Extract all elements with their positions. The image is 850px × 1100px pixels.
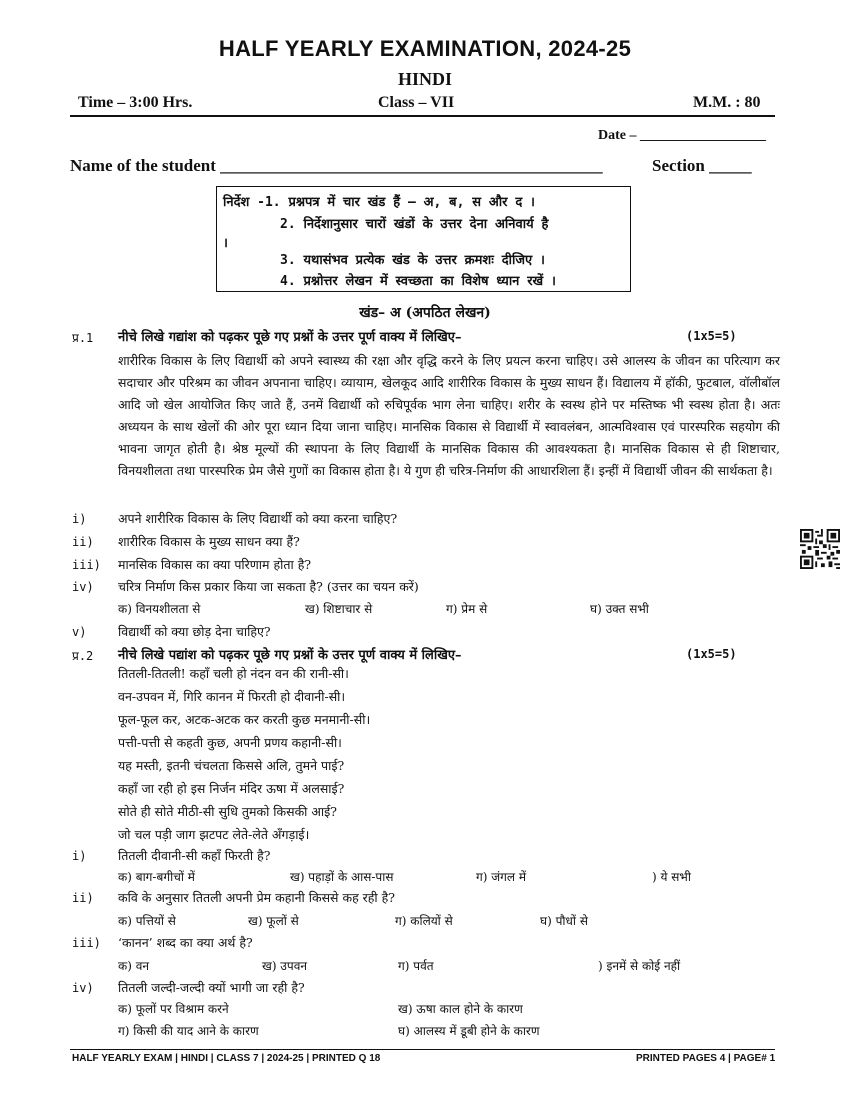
- footer-right: PRINTED PAGES 4 | PAGE# 1: [636, 1053, 776, 1064]
- q1-iv-text: चरित्र निर्माण किस प्रकार किया जा सकता है? (उत्तर का चयन करें): [118, 579, 419, 594]
- q2-iii-number: iii): [72, 936, 101, 950]
- section-field: Section _____: [652, 156, 752, 175]
- q2-i-text: तितली दीवानी-सी कहाँ फिरती है?: [118, 848, 271, 863]
- q1-iv-option-b: ख) शिष्टाचार से: [305, 602, 373, 616]
- q1-i-text: अपने शारीरिक विकास के लिए विद्यार्थी को क्या करना चाहिए?: [118, 511, 398, 526]
- q1-iii-text: मानसिक विकास का क्या परिणाम होता है?: [118, 557, 312, 572]
- class-label: Class – VII: [378, 94, 455, 111]
- q2-iii-option-d: ) इनमें से कोई नहीं: [598, 959, 681, 973]
- footer-divider: [70, 1049, 775, 1050]
- q1-i-number: i): [72, 512, 87, 526]
- instruction-1: निर्देश -1. प्रश्नपत्र में चार खंड हैं – अ, ब, स और द ।: [223, 195, 535, 210]
- q1-v-number: v): [72, 625, 87, 639]
- q1-iv-option-d: घ) उक्त सभी: [590, 602, 649, 616]
- poem-line-2: वन-उपवन में, गिरि कानन में फिरती हो दीवानी-सी।: [118, 689, 346, 704]
- q2-title: नीचे लिखे पद्यांश को पढ़कर पूछे गए प्रश्नों के उत्तर पूर्ण वाक्य में लिखिए–: [118, 648, 462, 663]
- q1-title: नीचे लिखे गद्यांश को पढ़कर पूछे गए प्रश्नों के उत्तर पूर्ण वाक्य में लिखिए–: [118, 330, 462, 345]
- q2-iv-text: तितली जल्दी-जल्दी क्यों भागी जा रही है?: [118, 980, 305, 995]
- poem-line-4: पत्ती-पत्ती से कहती कुछ, अपनी प्रणय कहानी-सी।: [118, 735, 342, 750]
- q2-iv-option-d: घ) आलस्य में डूबी होने के कारण: [398, 1024, 540, 1038]
- q1-iv-option-c: ग) प्रेम से: [446, 602, 488, 616]
- qr-code: [800, 529, 840, 569]
- instruction-2-end: ।: [223, 236, 228, 251]
- instruction-3: 3. यथासंभव प्रत्येक खंड के उत्तर क्रमशः दीजिए ।: [280, 253, 545, 268]
- instruction-2: 2. निर्देशानुसार चारों खंडों के उत्तर देना अनिवार्य है: [280, 217, 549, 232]
- q2-iv-option-a: क) फूलों पर विश्राम करने: [118, 1002, 229, 1016]
- instructions-box: [216, 186, 631, 292]
- q2-iii-option-c: ग) पर्वत: [398, 959, 434, 973]
- q2-iii-option-a: क) वन: [118, 959, 150, 973]
- poem-line-8: जो चल पड़ी जाग झटपट लेते-लेते अँगड़ाई।: [118, 827, 310, 842]
- header-divider: [70, 115, 775, 117]
- max-marks-label: M.M. : 80: [693, 94, 761, 111]
- poem-line-7: सोते ही सोते मीठी-सी सुधि तुमको किसकी आई?: [118, 804, 337, 819]
- q2-i-option-a: क) बाग-बगीचों में: [118, 870, 195, 884]
- subject-title: HINDI: [397, 69, 452, 89]
- q1-iv-option-a: क) विनयशीलता से: [118, 602, 201, 616]
- q2-ii-option-c: ग) कलियों से: [395, 914, 453, 928]
- student-name-field: Name of the student _____________________________________________: [70, 156, 603, 175]
- q1-ii-text: शारीरिक विकास के मुख्य साधन क्या हैं?: [118, 534, 300, 549]
- poem-line-5: यह मस्ती, इतनी चंचलता किससे अलि, तुमने पाई?: [118, 758, 345, 773]
- q2-marks: (1x5=5): [686, 647, 737, 661]
- q2-iii-text: ‘कानन’ शब्द का क्या अर्थ है?: [118, 935, 253, 950]
- instruction-4: 4. प्रश्नोत्तर लेखन में स्वच्छता का विशेष ध्यान रखें ।: [280, 274, 556, 289]
- q1-v-text: विद्यार्थी को क्या छोड़ देना चाहिए?: [118, 624, 271, 639]
- q2-i-number: i): [72, 849, 87, 863]
- time-label: Time – 3:00 Hrs.: [78, 94, 193, 111]
- q2-ii-number: ii): [72, 891, 94, 905]
- exam-title: HALF YEARLY EXAMINATION, 2024-25: [218, 36, 632, 61]
- q2-iv-option-c: ग) किसी की याद आने के कारण: [118, 1024, 259, 1038]
- q1-marks: (1x5=5): [686, 329, 737, 343]
- q1-iii-number: iii): [72, 558, 101, 572]
- section-heading: खंड– अ (अपठित लेखन): [359, 305, 491, 321]
- q2-iv-number: iv): [72, 981, 94, 995]
- q2-i-option-b: ख) पहाड़ों के आस-पास: [290, 870, 394, 884]
- q1-ii-number: ii): [72, 535, 94, 549]
- poem-line-1: तितली-तितली! कहाँ चली हो नंदन वन की रानी-सी।: [118, 666, 349, 681]
- q2-i-option-c: ग) जंगल में: [476, 870, 527, 884]
- q2-ii-option-d: घ) पौधों से: [540, 914, 588, 928]
- q1-iv-number: iv): [72, 580, 94, 594]
- q1-number: प्र.1: [72, 331, 94, 345]
- q2-i-option-d: ) ये सभी: [652, 870, 691, 884]
- q2-iii-option-b: ख) उपवन: [262, 959, 308, 973]
- q2-iv-option-b: ख) ऊषा काल होने के कारण: [398, 1002, 523, 1016]
- poem-line-3: फूल-फूल कर, अटक-अटक कर करती कुछ मनमानी-सी।: [118, 712, 371, 727]
- q2-number: प्र.2: [72, 649, 94, 663]
- poem-line-6: कहाँ जा रही हो इस निर्जन मंदिर ऊषा में अलसाई?: [118, 781, 345, 796]
- q2-ii-text: कवि के अनुसार तितली अपनी प्रेम कहानी किससे कह रही है?: [118, 890, 395, 905]
- date-field: Date – __________________: [598, 128, 766, 143]
- q2-ii-option-a: क) पत्तियों से: [118, 914, 176, 928]
- q2-ii-option-b: ख) फूलों से: [248, 914, 299, 928]
- q1-passage: शारीरिक विकास के लिए विद्यार्थी को अपने स्वास्थ्य की रक्षा और वृद्धि करने के लिए प्रयत्न करना चाहिए। उसे आलस्य के जीवन का परित्याग कर सदाचार और परिश्रम का जीवन अपनाना चाहिए। व्यायाम, खेलकूद आदि शारीरिक विकास के मुख्य साधन हैं। विद्यालय में हॉकी, फुटबाल, वॉलीबॉल आदि जो खेल आयोजित किए जाते हैं, उनमें विद्यार्थी को रुचिपूर्वक भाग लेना चाहिए। शरीर के स्वस्थ होने पर मस्तिष्क भी स्वस्थ होता है। अतः अध्ययन के साथ खेलों की ओर पूरा ध्यान दिया जाना चाहिए। मानसिक विकास से विद्यार्थी में स्वावलंबन, आत्मविश्वास एवं पारस्परिक सहयोग की भावना जागृत होती है। श्रेष्ठ मूल्यों की स्थापना के लिए विद्यार्थी के मानसिक विकास की आवश्यकता है। मानसिक विकास से ही शिष्टाचार, विनयशीलता तथा पारस्परिक प्रेम जैसे गुणों का विकास होता है। ये गुण ही चरित्र-निर्माण की आधारशिला हैं। इन्हीं में विद्यार्थी जीवन की सार्थकता है।: [118, 353, 780, 478]
- footer-left: HALF YEARLY EXAM | HINDI | CLASS 7 | 2024-25 | PRINTED Q 18: [72, 1053, 381, 1064]
